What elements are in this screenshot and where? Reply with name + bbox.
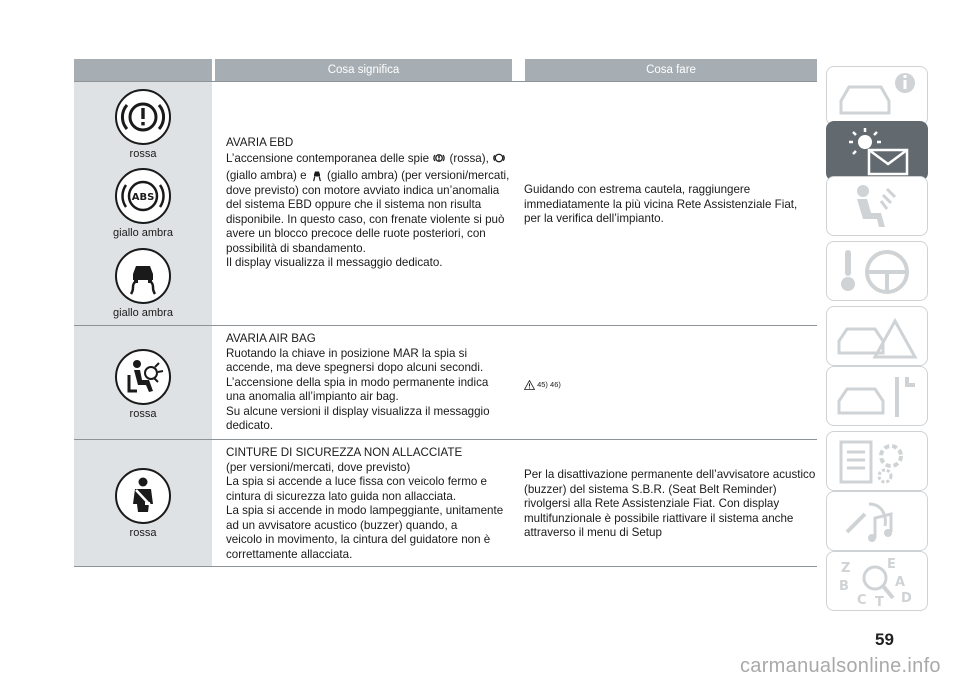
meaning-line: (giallo ambra) e (giallo ambra) (per versioni/mercati, xyxy=(226,169,510,182)
esc-skid-icon xyxy=(310,168,324,182)
index-letter: C xyxy=(857,593,867,608)
starting-driving-icon xyxy=(835,246,921,298)
meaning-line: una anomalia all’impianto air bag. xyxy=(226,390,399,403)
tab-maintenance[interactable] xyxy=(826,366,928,426)
lamp-esc xyxy=(74,248,212,319)
meaning-line: veicolo in movimento, la cintura del guidatore non è xyxy=(226,533,491,546)
header-action: Cosa fare xyxy=(525,59,817,81)
car-info-icon xyxy=(835,71,921,123)
action-line: attraverso il menu di Setup xyxy=(524,526,662,539)
abs-icon xyxy=(492,151,506,165)
meaning-line: disponibile. In questo caso, con frenate violente si può xyxy=(226,212,505,226)
meaning-line: ad un avvisatore acustico (buzzer) quando, a xyxy=(226,518,458,532)
meaning-ebd xyxy=(226,136,509,271)
meaning-airbag xyxy=(226,332,490,434)
watermark: carmanualsonline.info xyxy=(740,655,941,677)
lamp-color-label: giallo ambra xyxy=(113,307,173,319)
row-divider xyxy=(74,81,817,82)
note-references[interactable]: 45) 46) xyxy=(537,380,561,389)
index-letter: A xyxy=(895,575,906,590)
multimedia-icon xyxy=(835,496,921,548)
index-letter: T xyxy=(875,595,884,608)
meaning-line: L’accensione della spia in modo permanente indica xyxy=(226,375,489,389)
meaning-seatbelt xyxy=(226,446,503,562)
row-divider xyxy=(74,439,817,440)
seatbelt-icon xyxy=(115,468,171,524)
lamp-color-label: rossa xyxy=(129,527,157,539)
action-line: multifunzionale è possibile riattivare il sistema anche xyxy=(524,511,794,525)
index-letter: E xyxy=(887,557,896,572)
safety-airbag-icon xyxy=(835,181,921,233)
action-line: Guidando con estrema cautela, raggiungere xyxy=(524,183,751,196)
meaning-line: L’accensione contemporanea delle spie (rossa), xyxy=(226,151,509,167)
tab-technical-data[interactable] xyxy=(826,431,928,491)
action-line: (buzzer) del sistema S.B.R. (Seat Belt Reminder) xyxy=(524,482,777,496)
row-divider xyxy=(74,325,817,326)
tab-safety[interactable] xyxy=(826,176,928,236)
technical-data-icon xyxy=(835,436,921,488)
tab-index[interactable] xyxy=(826,551,928,611)
maintenance-icon xyxy=(835,371,921,423)
index-letter: Z xyxy=(841,561,851,576)
lamp-color-label: giallo ambra xyxy=(113,227,173,239)
action-airbag-refs xyxy=(524,378,561,393)
action-ebd xyxy=(524,183,797,227)
action-seatbelt xyxy=(524,468,815,541)
meaning-line: dedicato. xyxy=(226,419,274,432)
warning-triangle-icon xyxy=(524,380,535,390)
lamp-color-label: rossa xyxy=(129,148,157,160)
meaning-title: AVARIA AIR BAG xyxy=(226,332,316,345)
brake-warning-icon xyxy=(432,151,446,165)
tab-warning-lights[interactable] xyxy=(826,121,928,181)
emergency-icon xyxy=(835,311,921,363)
header-meaning: Cosa significa xyxy=(215,59,512,81)
lamp-seatbelt xyxy=(74,468,212,539)
action-line: immediatamente la più vicina Rete Assistenziale Fiat, xyxy=(524,197,798,211)
lamp-color-label: rossa xyxy=(129,408,157,420)
esc-skid-icon xyxy=(115,248,171,304)
svg-text:ABS: ABS xyxy=(131,192,155,203)
tab-starting-driving[interactable] xyxy=(826,241,928,301)
lamp-airbag xyxy=(74,349,212,420)
meaning-line: avere un blocco precoce delle ruote posteriori, con xyxy=(226,227,486,240)
lamp-brake xyxy=(74,89,212,160)
meaning-line: Il display visualizza il messaggio dedicato. xyxy=(226,256,443,269)
meaning-line: La spia si accende in modo lampeggiante, unitamente xyxy=(226,504,504,517)
action-line: per la verifica dell’impianto. xyxy=(524,212,664,225)
meaning-line: La spia si accende a luce fissa con veicolo fermo e xyxy=(226,475,488,488)
meaning-line: accende, ma deve spegnersi dopo alcuni secondi. xyxy=(226,361,484,374)
meaning-line: del sistema EBD oppure che il sistema non risulta xyxy=(226,198,482,211)
index-letter: D xyxy=(901,591,912,606)
row-divider xyxy=(74,566,817,567)
tab-emergency[interactable] xyxy=(826,306,928,366)
meaning-line: Ruotando la chiave in posizione MAR la spia si xyxy=(226,346,468,360)
action-line: rivolgersi alla Rete Assistenziale Fiat. Con display xyxy=(524,497,780,510)
meaning-line: Su alcune versioni il display visualizza il messaggio xyxy=(226,404,490,418)
warning-lights-icon xyxy=(835,126,921,178)
tab-multimedia[interactable] xyxy=(826,491,928,551)
lamp-abs xyxy=(74,168,212,239)
tab-car-info[interactable] xyxy=(826,66,928,126)
header-icon-column xyxy=(74,59,212,81)
meaning-title: CINTURE DI SICUREZZA NON ALLACCIATE xyxy=(226,446,463,459)
page-number: 59 xyxy=(875,630,894,649)
meaning-line: (per versioni/mercati, dove previsto) xyxy=(226,460,411,474)
brake-warning-icon xyxy=(115,89,171,145)
meaning-line: correttamente allacciata. xyxy=(226,547,353,561)
action-line: Per la disattivazione permanente dell’avvisatore acustico xyxy=(524,468,816,481)
meaning-title: AVARIA EBD xyxy=(226,136,294,149)
meaning-line: cintura di sicurezza lato guida non allacciata. xyxy=(226,489,457,503)
meaning-line: dove previsto) con motore avviato indica un’anomalia xyxy=(226,183,500,197)
airbag-icon xyxy=(115,349,171,405)
abs-icon xyxy=(115,168,171,224)
index-letter: B xyxy=(839,579,849,594)
meaning-line: possibilità di sbandamento. xyxy=(226,241,366,255)
index-icon xyxy=(835,556,921,608)
